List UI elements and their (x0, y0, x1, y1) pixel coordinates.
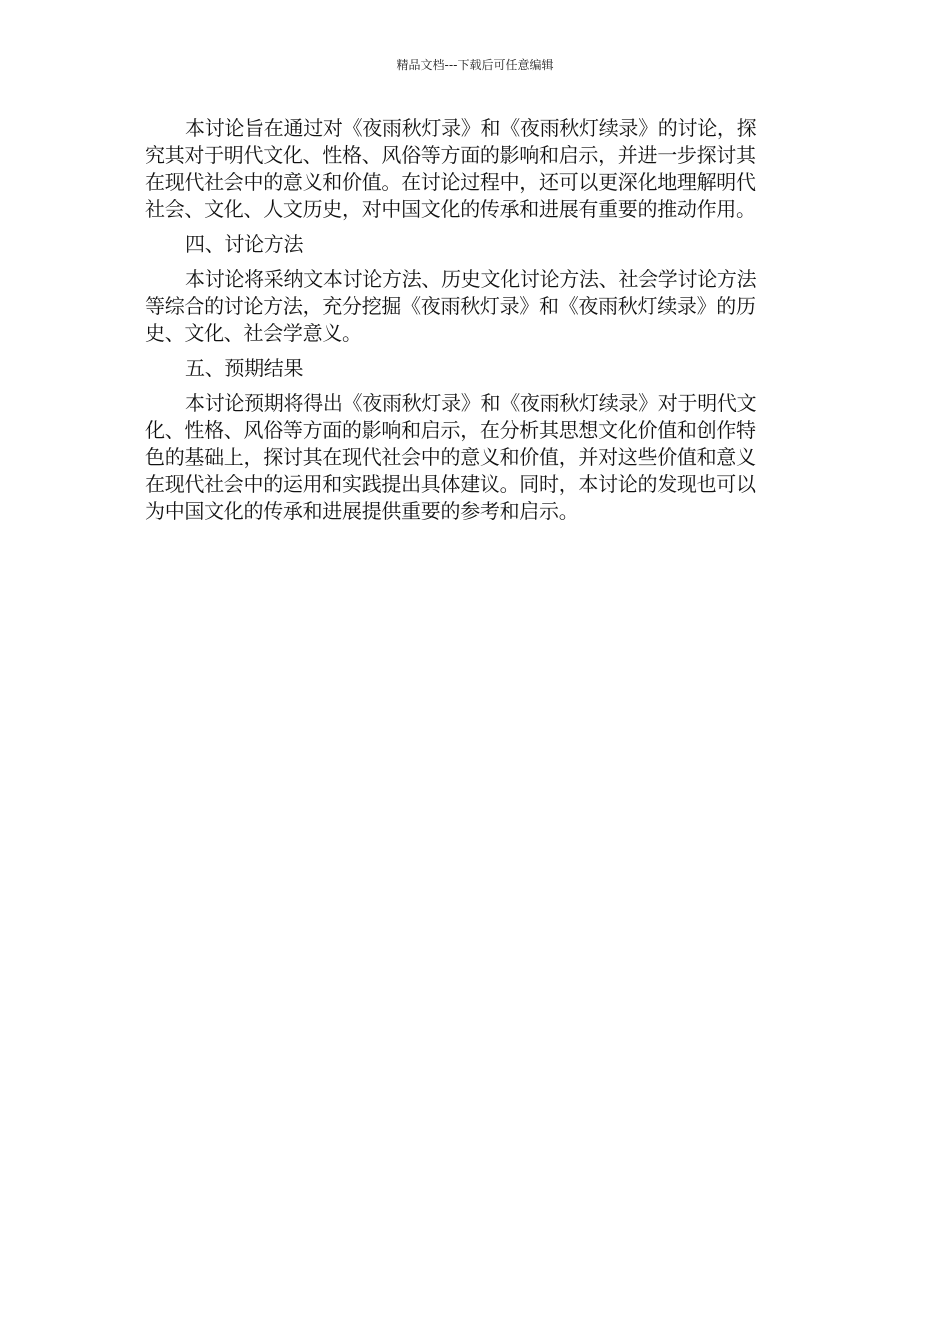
section-heading-expected-results: 五、预期结果 (185, 356, 304, 380)
paragraph-research-method: 本讨论将采纳文本讨论方法、历史文化讨论方法、社会学讨论方法 等综合的讨论方法，充分挖掘《夜雨秋灯录》和《夜雨秋灯续录》的历 史、文化、社会学意义。 (145, 267, 757, 345)
paragraph-expected-results: 本讨论预期将得出《夜雨秋灯录》和《夜雨秋灯续录》对于明代文 化、性格、风俗等方面的影响和启示，在分析其思想文化价值和创作特 色的基础上，探讨其在现代社会中的意义和价值，并对这些价值和意义 在现代社会中的运用和实践提出具体建议。同时，本讨论的发现也可以 为中国文化的传承和进展提供重要的参考和启示。 (145, 391, 757, 523)
page-header: 精品文档---下载后可任意编辑 (396, 58, 554, 72)
paragraph-research-purpose: 本讨论旨在通过对《夜雨秋灯录》和《夜雨秋灯续录》的讨论，探 究其对于明代文化、性格、风俗等方面的影响和启示，并进一步探讨其 在现代社会中的意义和价值。在讨论过程中，还可以更深化地理解明代 社会、文化、人文历史，对中国文化的传承和进展有重要的推动作用。 (145, 116, 757, 221)
document-body (145, 115, 791, 533)
section-heading-research-method: 四、讨论方法 (185, 232, 304, 256)
